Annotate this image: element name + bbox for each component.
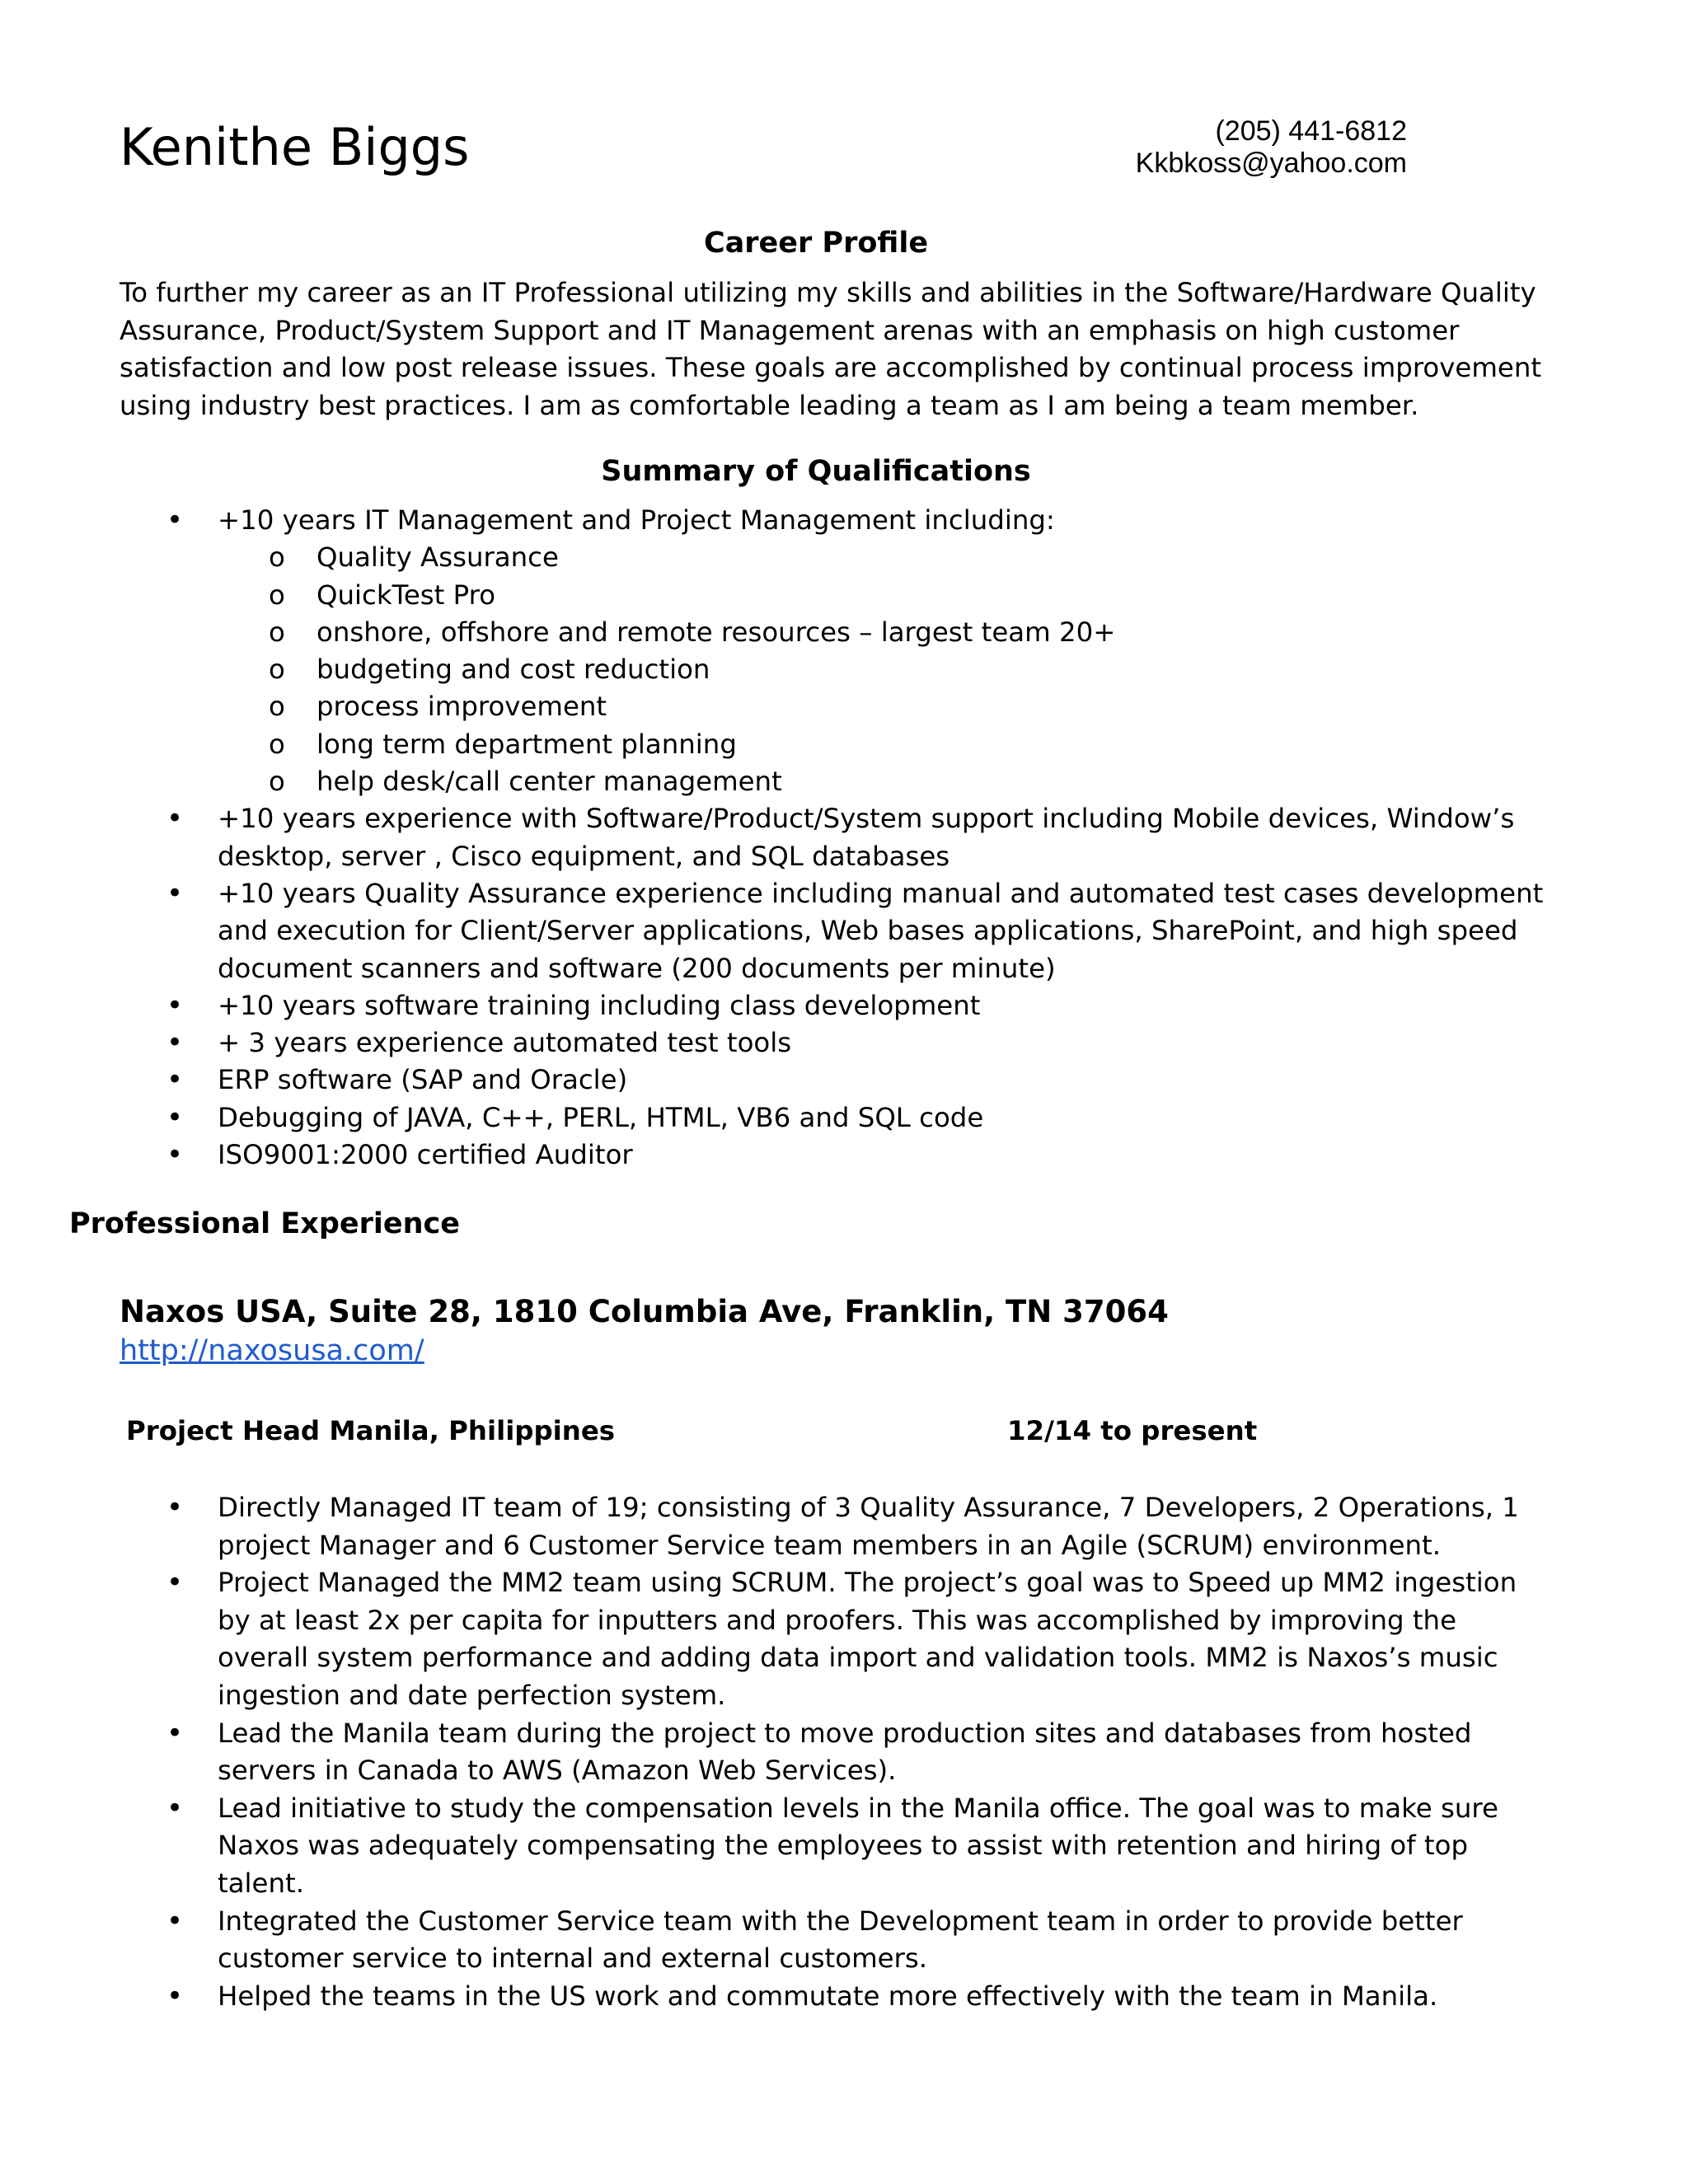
sub-list-item: o long term department planning — [218, 726, 1545, 763]
list-item: • +10 years Quality Assurance experience including manual and automated test cases development and execution for Client/Server applications, Web bases applications, SharePoint, and high speed document scanners and software (200 documents per minute) — [120, 875, 1545, 987]
qualifications-list — [120, 502, 1545, 1174]
company-link[interactable]: http://naxosusa.com/ — [120, 1334, 424, 1367]
phone-number: (205) 441-6812 — [1215, 115, 1407, 147]
list-item: • + 3 years experience automated test tools — [120, 1024, 1545, 1062]
sub-list-item: o onshore, offshore and remote resources – largest team 20+ — [218, 614, 1545, 651]
experience-heading: Professional Experience — [69, 1207, 461, 1240]
list-item: • +10 years software training including class development — [120, 987, 1545, 1024]
job-title: Project Head Manila, Philippines — [126, 1415, 616, 1446]
list-item: • ISO9001:2000 certified Auditor — [120, 1137, 1545, 1174]
list-item: • Directly Managed IT team of 19; consisting of 3 Quality Assurance, 7 Developers, 2 Operations, 1 project Manager and 6 Customer Service team members in an Agile (SCRUM) environment. — [120, 1489, 1545, 1564]
list-item — [120, 502, 1545, 800]
sub-list-item: o Quality Assurance — [218, 539, 1545, 576]
job-dates: 12/14 to present — [1007, 1415, 1258, 1446]
qualification-text: +10 years IT Management and Project Management including: — [218, 504, 1055, 536]
list-item: • Project Managed the MM2 team using SCRUM. The project’s goal was to Speed up MM2 ingestion by at least 2x per capita for inputters and proofers. This was accomplished by improving the overall system performance and adding data import and validation tools. MM2 is Naxos’s music ingestion and date perfection system. — [120, 1564, 1545, 1714]
qualifications-heading: Summary of Qualifications — [601, 455, 1031, 488]
list-item: • Helped the teams in the US work and commutate more effectively with the team in Manila. — [120, 1978, 1545, 2016]
sub-list — [218, 539, 1545, 800]
sub-list-item: o help desk/call center management — [218, 763, 1545, 800]
list-item: • +10 years experience with Software/Product/System support including Mobile devices, Window’s desktop, server , Cisco equipment, and SQL databases — [120, 800, 1545, 875]
sub-list-item: o process improvement — [218, 688, 1545, 725]
career-profile-heading: Career Profile — [703, 227, 929, 260]
list-item: • Debugging of JAVA, C++, PERL, HTML, VB6 and SQL code — [120, 1099, 1545, 1137]
sub-list-item: o QuickTest Pro — [218, 577, 1545, 614]
company-name: Naxos USA, Suite 28, 1810 Columbia Ave, Franklin, TN 37064 — [120, 1294, 1169, 1329]
applicant-name: Kenithe Biggs — [120, 117, 470, 177]
list-item: • Lead the Manila team during the project to move production sites and databases from hosted servers in Canada to AWS (Amazon Web Services). — [120, 1715, 1545, 1790]
career-profile-text: To further my career as an IT Professional utilizing my skills and abilities in the Software/Hardware Quality Assurance, Product/System Support and IT Management arenas with an emphasis on high customer satisfaction and low post release issues. These goals are accomplished by continual process improvement using industry best practices. I am as comfortable leading a team as I am being a team member. — [120, 277, 1542, 421]
email-address: Kkbkoss@yahoo.com — [1135, 148, 1407, 179]
list-item: • Lead initiative to study the compensation levels in the Manila office. The goal was to make sure Naxos was adequately compensating the employees to assist with retention and hiring of top talent. — [120, 1790, 1545, 1903]
list-item: • Integrated the Customer Service team with the Development team in order to provide better customer service to internal and external customers. — [120, 1903, 1545, 1978]
contact-block — [1136, 115, 1407, 180]
list-item: • ERP software (SAP and Oracle) — [120, 1062, 1545, 1099]
duties-list — [120, 1489, 1545, 2015]
sub-list-item: o budgeting and cost reduction — [218, 651, 1545, 688]
